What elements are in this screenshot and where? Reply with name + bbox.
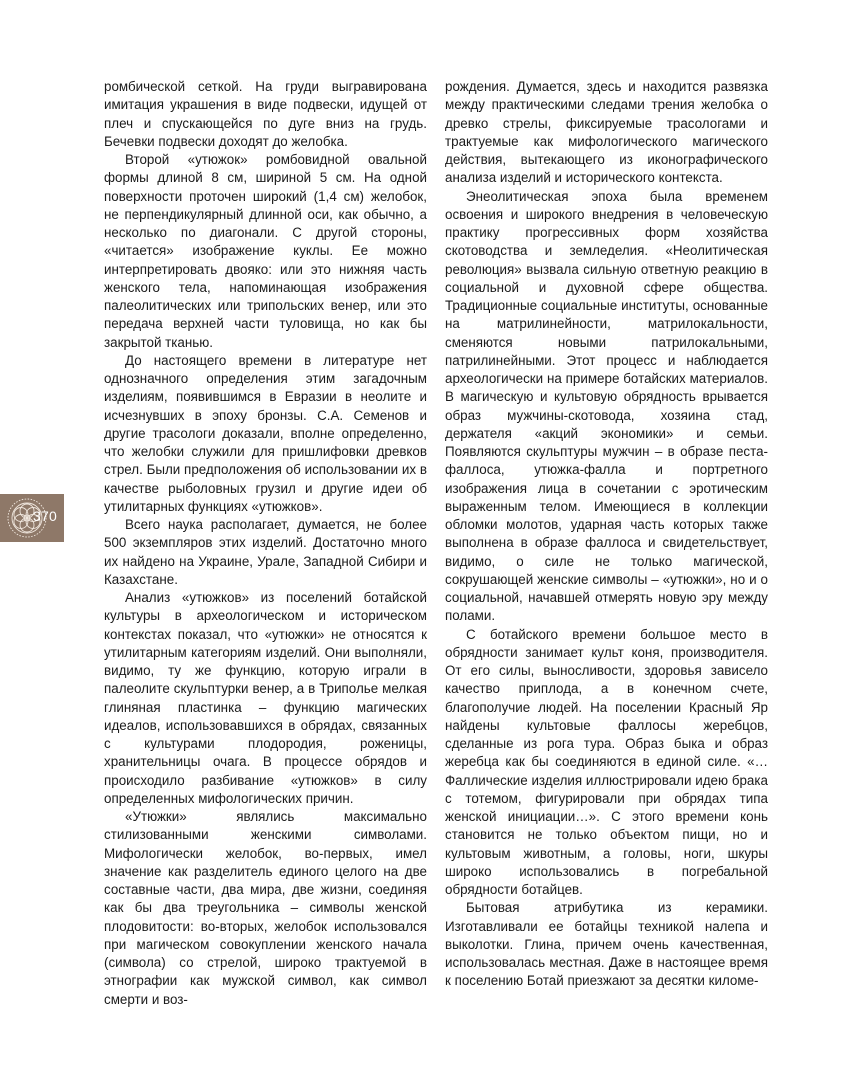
- paragraph: «Утюжки» являлись максимально стилизованными женскими символами. Мифологически желобок, во-первых, имел значение как разделитель единого целого на две составные части, два мира, две жизни, соединяя как бы два треугольника – символы женской плодовитости: во-вторых, желобок использовался при магическом совокуплении женского начала (символа) со стрелой, широко трактуемой в этнографии как мужской символ, как символ смерти и воз-: [104, 809, 427, 1007]
- left-text-column: [104, 78, 427, 1009]
- paragraph: Второй «утюжок» ромбовидной овальной формы длиной 8 см, шириной 5 см. На одной поверхности проточен широкий (1,4 см) желобок, не перпендикулярный длинной оси, как обычно, а несколько по диагонали. С другой стороны, «читается» изображение куклы. Ее можно интерпретировать двояко: или это нижняя часть женского тела, напоминающая изображения палеолитических или трипольских венер, или это передача верхней части туловища, но как бы закрытой тканью.: [104, 152, 427, 350]
- page-number-tab: [0, 494, 64, 542]
- page-number: 370: [33, 508, 57, 524]
- paragraph: До настоящего времени в литературе нет однозначного определения этим загадочным изделиям, появившимся в Евразии в неолите и исчезнувших в эпоху бронзы. С.А. Семенов и другие трасологи доказали, вполне определенно, что желобки служили для пришлифовки древков стрел. Были предположения об использовании их в качестве рыболовных грузил и другие идеи об утилитарных функциях «утюжков».: [104, 352, 427, 514]
- paragraph: рождения. Думается, здесь и находится развязка между практическими следами трения желобка о древко стрелы, фиксируемые трасологами и трактуемые как мифологического магического действия, вытекающего из иконографического анализа изделий и исторического контекста.: [445, 79, 768, 186]
- paragraph: Бытовая атрибутика из керамики. Изготавливали ее ботайцы техникой налепа и выколотки. Глина, причем очень качественная, использовалась местная. Даже в настоящее время к поселению Ботай приезжают за десятки киломе-: [445, 900, 768, 989]
- paragraph: Энеолитическая эпоха была временем освоения и широкого внедрения в человеческую практику прогрессивных форм хозяйства скотоводства и земледелия. «Неолитическая революция» вызвала сильную ответную реакцию в социальной и духовной сфере общества. Традиционные социальные институты, основанные на матрилинейности, матрилокальности, сменяются новыми патрилокальными, патрилинейными. Этот процесс и наблюдается археологически на примере ботайских материалов. В магическую и культовую обрядность врывается образ мужчины-скотовода, хозяина стад, держателя «акций экономики» и семьи. Появляются скульптуры мужчин – в образе песта-фаллоса, утюжка-фалла и портретного изображения лица в сочетании с эротическим выраженным телом. Имеющиеся в коллекции обломки молотов, ударная часть которых также выполнена в образе фаллоса и свидетельствует, видимо, о силе не только магической, сокрушающей женские символы – «утюжки», но и о социальной, начавшей отмерять новую эру между полами.: [445, 188, 768, 624]
- paragraph: Анализ «утюжков» из поселений ботайской культуры в археологическом и историческом контекстах показал, что «утюжки» не относятся к утилитарным категориям изделий. Они выполняли, видимо, ту же функцию, которую играли в палеолите скульптурки венер, а в Триполье мелкая глиняная пластинка – функцию магических идеалов, использовавшихся в обрядах, связанных с культурами плодородия, роженицы, хранительницы очага. В процессе обрядов и происходило разбивание «утюжков» в силу определенных мифологических причин.: [104, 590, 427, 806]
- paragraph: Всего наука располагает, думается, не более 500 экземпляров этих изделий. Достаточно много их найдено на Украине, Урале, Западной Сибири и Казахстане.: [104, 517, 427, 587]
- right-text-column: [445, 78, 768, 991]
- paragraph: ромбической сеткой. На груди выгравирована имитация украшения в виде подвески, идущей от плеч и спускающейся по дуге вниз на грудь. Бечевки подвески доходят до желобка.: [104, 79, 427, 149]
- paragraph: С ботайского времени большое место в обрядности занимает культ коня, производителя. От его силы, выносливости, здоровья зависело качество приплода, а в конечном счете, благополучие людей. На поселении Красный Яр найдены культовые фаллосы жеребцов, сделанные из рога тура. Образ быка и образ жеребца как бы соединяются в единой силе. «…Фаллические изделия иллюстрировали идею брака с тотемом, фигурировали при обрядах типа женской инициации…». С этого времени конь становится не только объектом пищи, но и культовым животным, а головы, ноги, шкуры широко использовались в погребальной обрядности ботайцев.: [445, 626, 768, 897]
